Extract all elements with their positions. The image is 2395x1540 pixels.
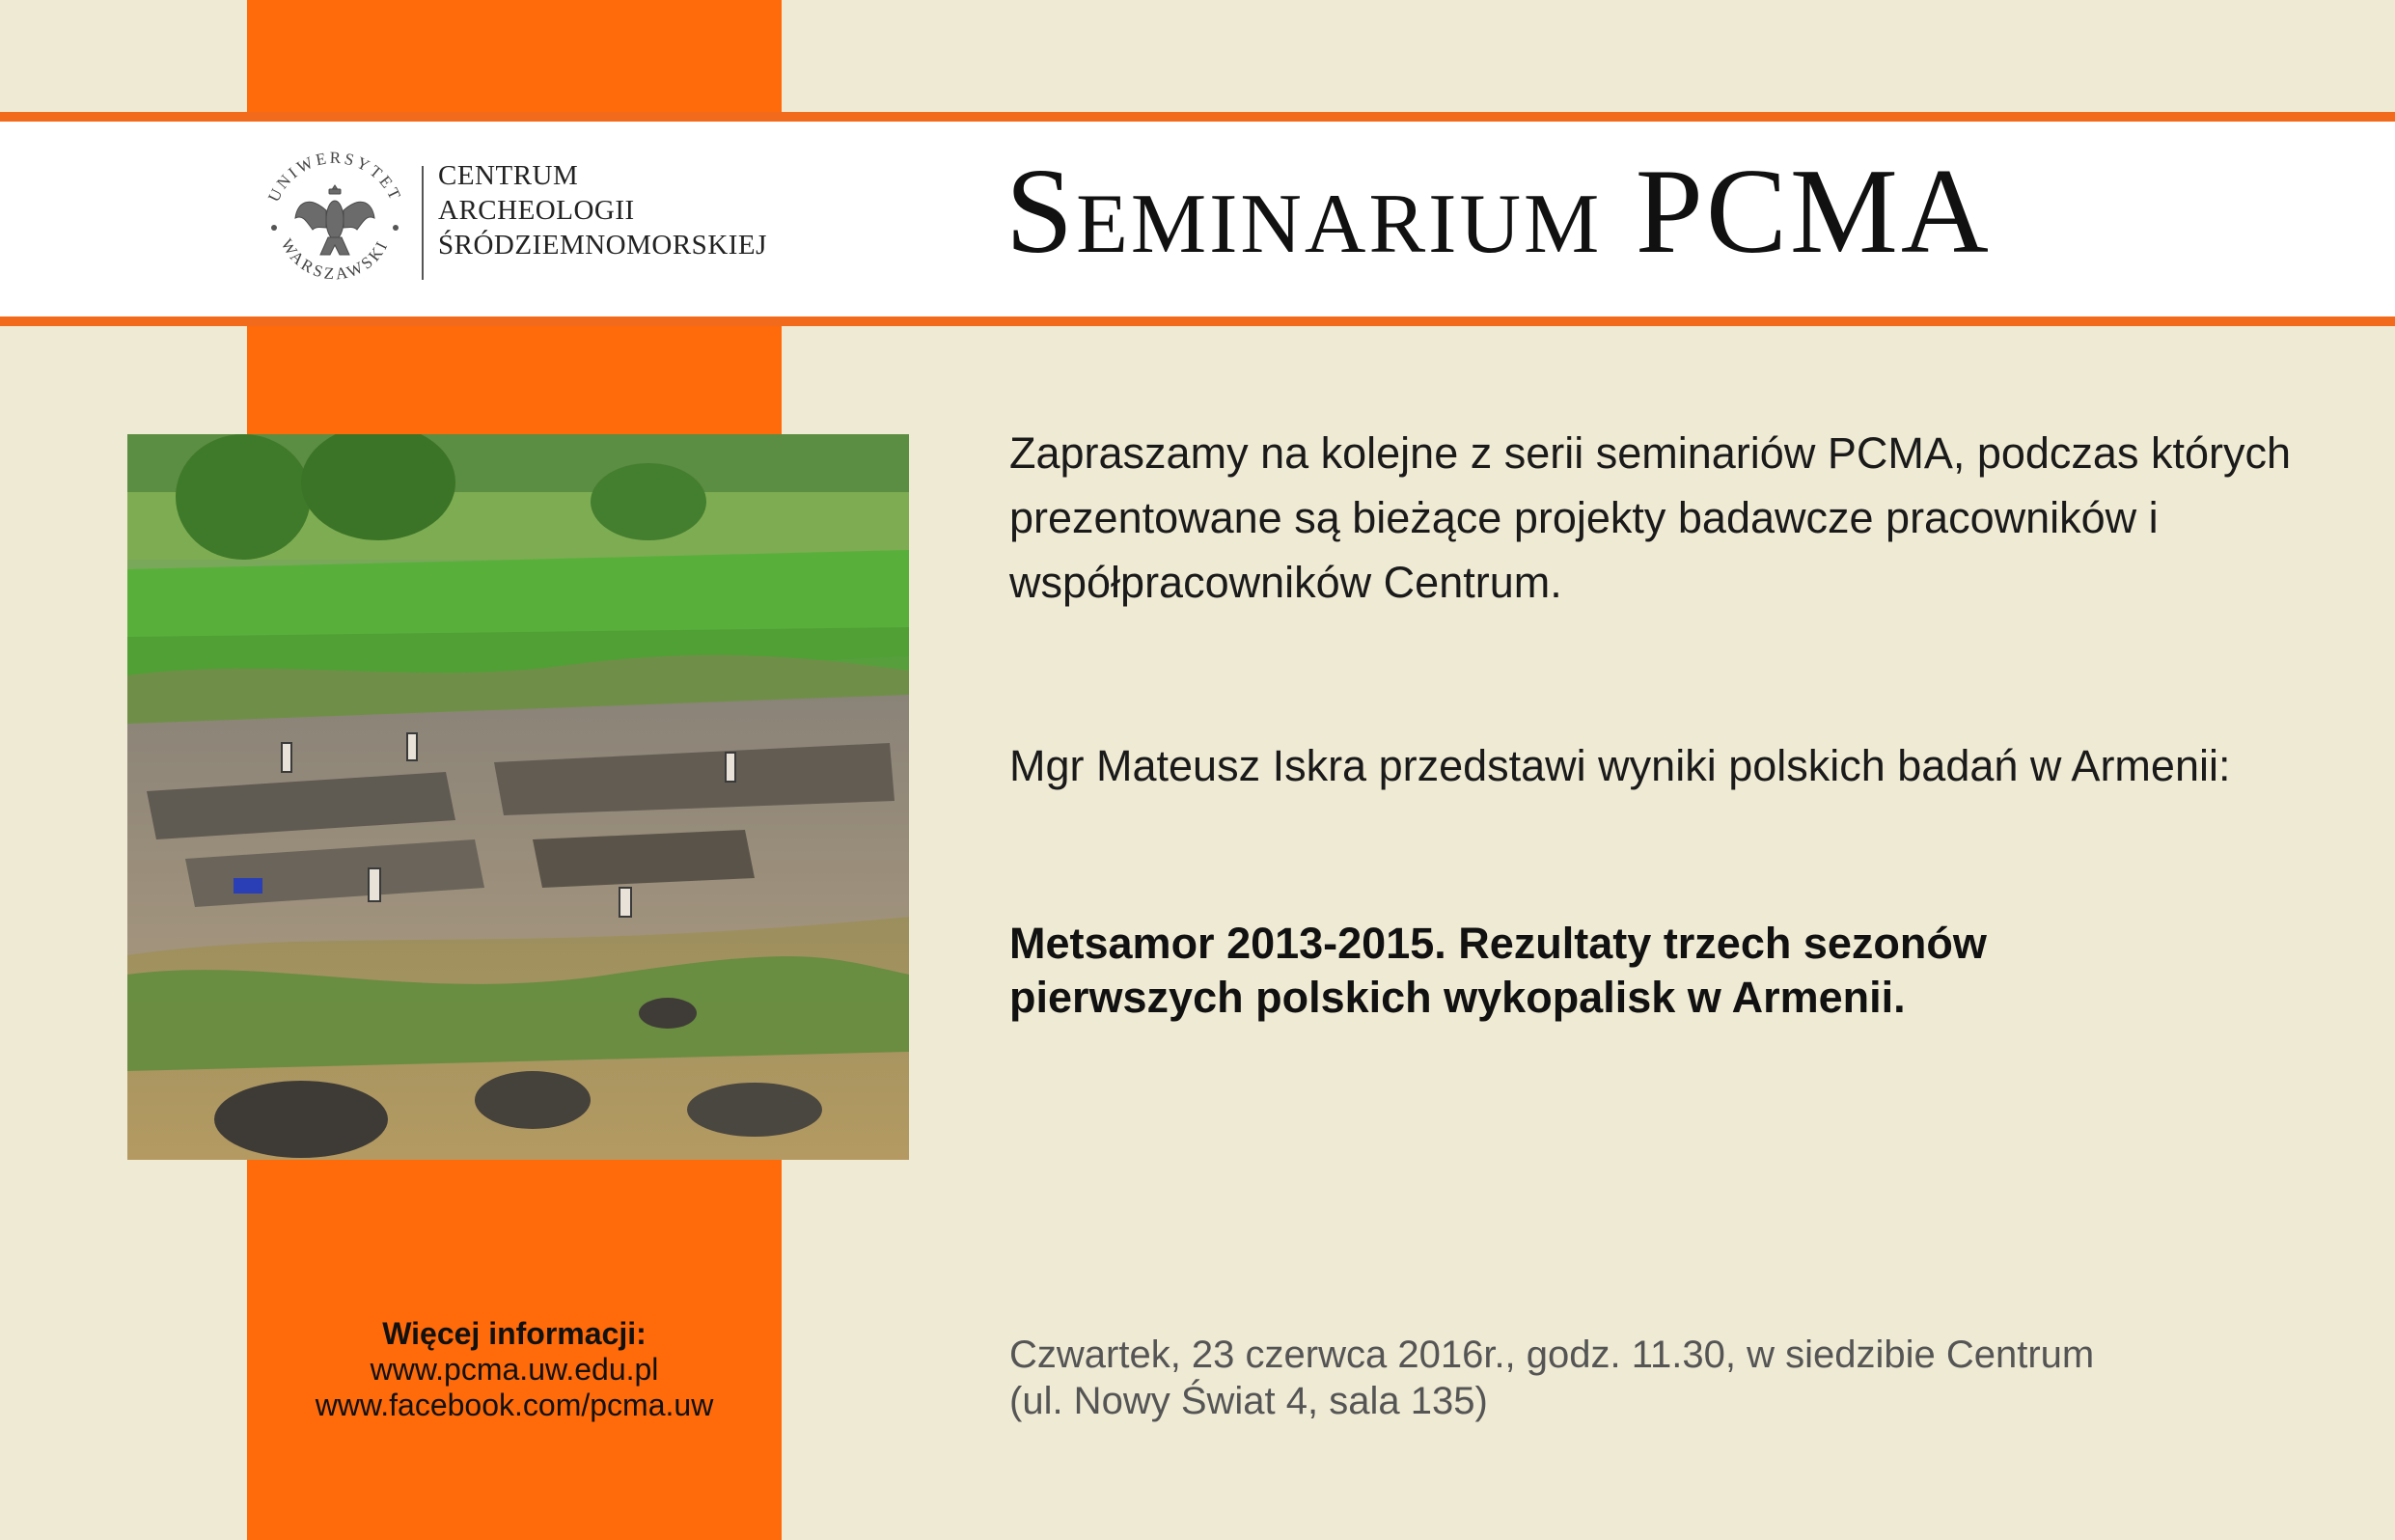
centre-name-line-2: ARCHEOLOGII	[438, 195, 635, 226]
eagle-icon	[295, 185, 374, 255]
seal-text-top: UNIWERSYTET	[263, 148, 406, 206]
date-location	[1009, 1332, 2360, 1424]
facebook-link[interactable]: www.facebook.com/pcma.uw	[315, 1388, 714, 1422]
intro-paragraph: Zapraszamy na kolejne z serii seminariów PCMA, podczas których prezentowane są bieżące projekty badawcze pracowników i współpracowników Centrum.	[1009, 428, 2291, 607]
centre-name-line-1: CENTRUM	[438, 160, 579, 191]
svg-text:UNIWERSYTET	[264, 149, 405, 205]
centre-name	[438, 158, 767, 262]
university-seal-logo	[253, 135, 417, 299]
more-info	[247, 1316, 782, 1423]
date-line: Czwartek, 23 czerwca 2016r., godz. 11.30, w siedzibie Centrum	[1009, 1334, 2095, 1376]
website-link[interactable]: www.pcma.uw.edu.pl	[370, 1352, 659, 1387]
address-line: (ul. Nowy Świat 4, sala 135)	[1009, 1380, 1488, 1422]
logo-divider	[422, 166, 424, 280]
speaker-line: Mgr Mateusz Iskra przedstawi wyniki polskich badań w Armenii:	[1009, 741, 2231, 790]
seal-text-bottom: WARSZAWSKI	[277, 235, 393, 284]
more-info-heading: Więcej informacji:	[382, 1316, 647, 1351]
talk-title-line-1: Metsamor 2013-2015. Rezultaty trzech sezonów	[1009, 919, 1987, 968]
talk-title-line-2: pierwszych polskich wykopalisk w Armenii.	[1009, 973, 1906, 1022]
seminar-title: Seminarium PCMA	[1005, 145, 1992, 279]
talk-title	[1009, 917, 2360, 1025]
excavation-photo	[127, 434, 909, 1160]
centre-name-line-3: ŚRÓDZIEMNOMORSKIEJ	[438, 230, 767, 261]
